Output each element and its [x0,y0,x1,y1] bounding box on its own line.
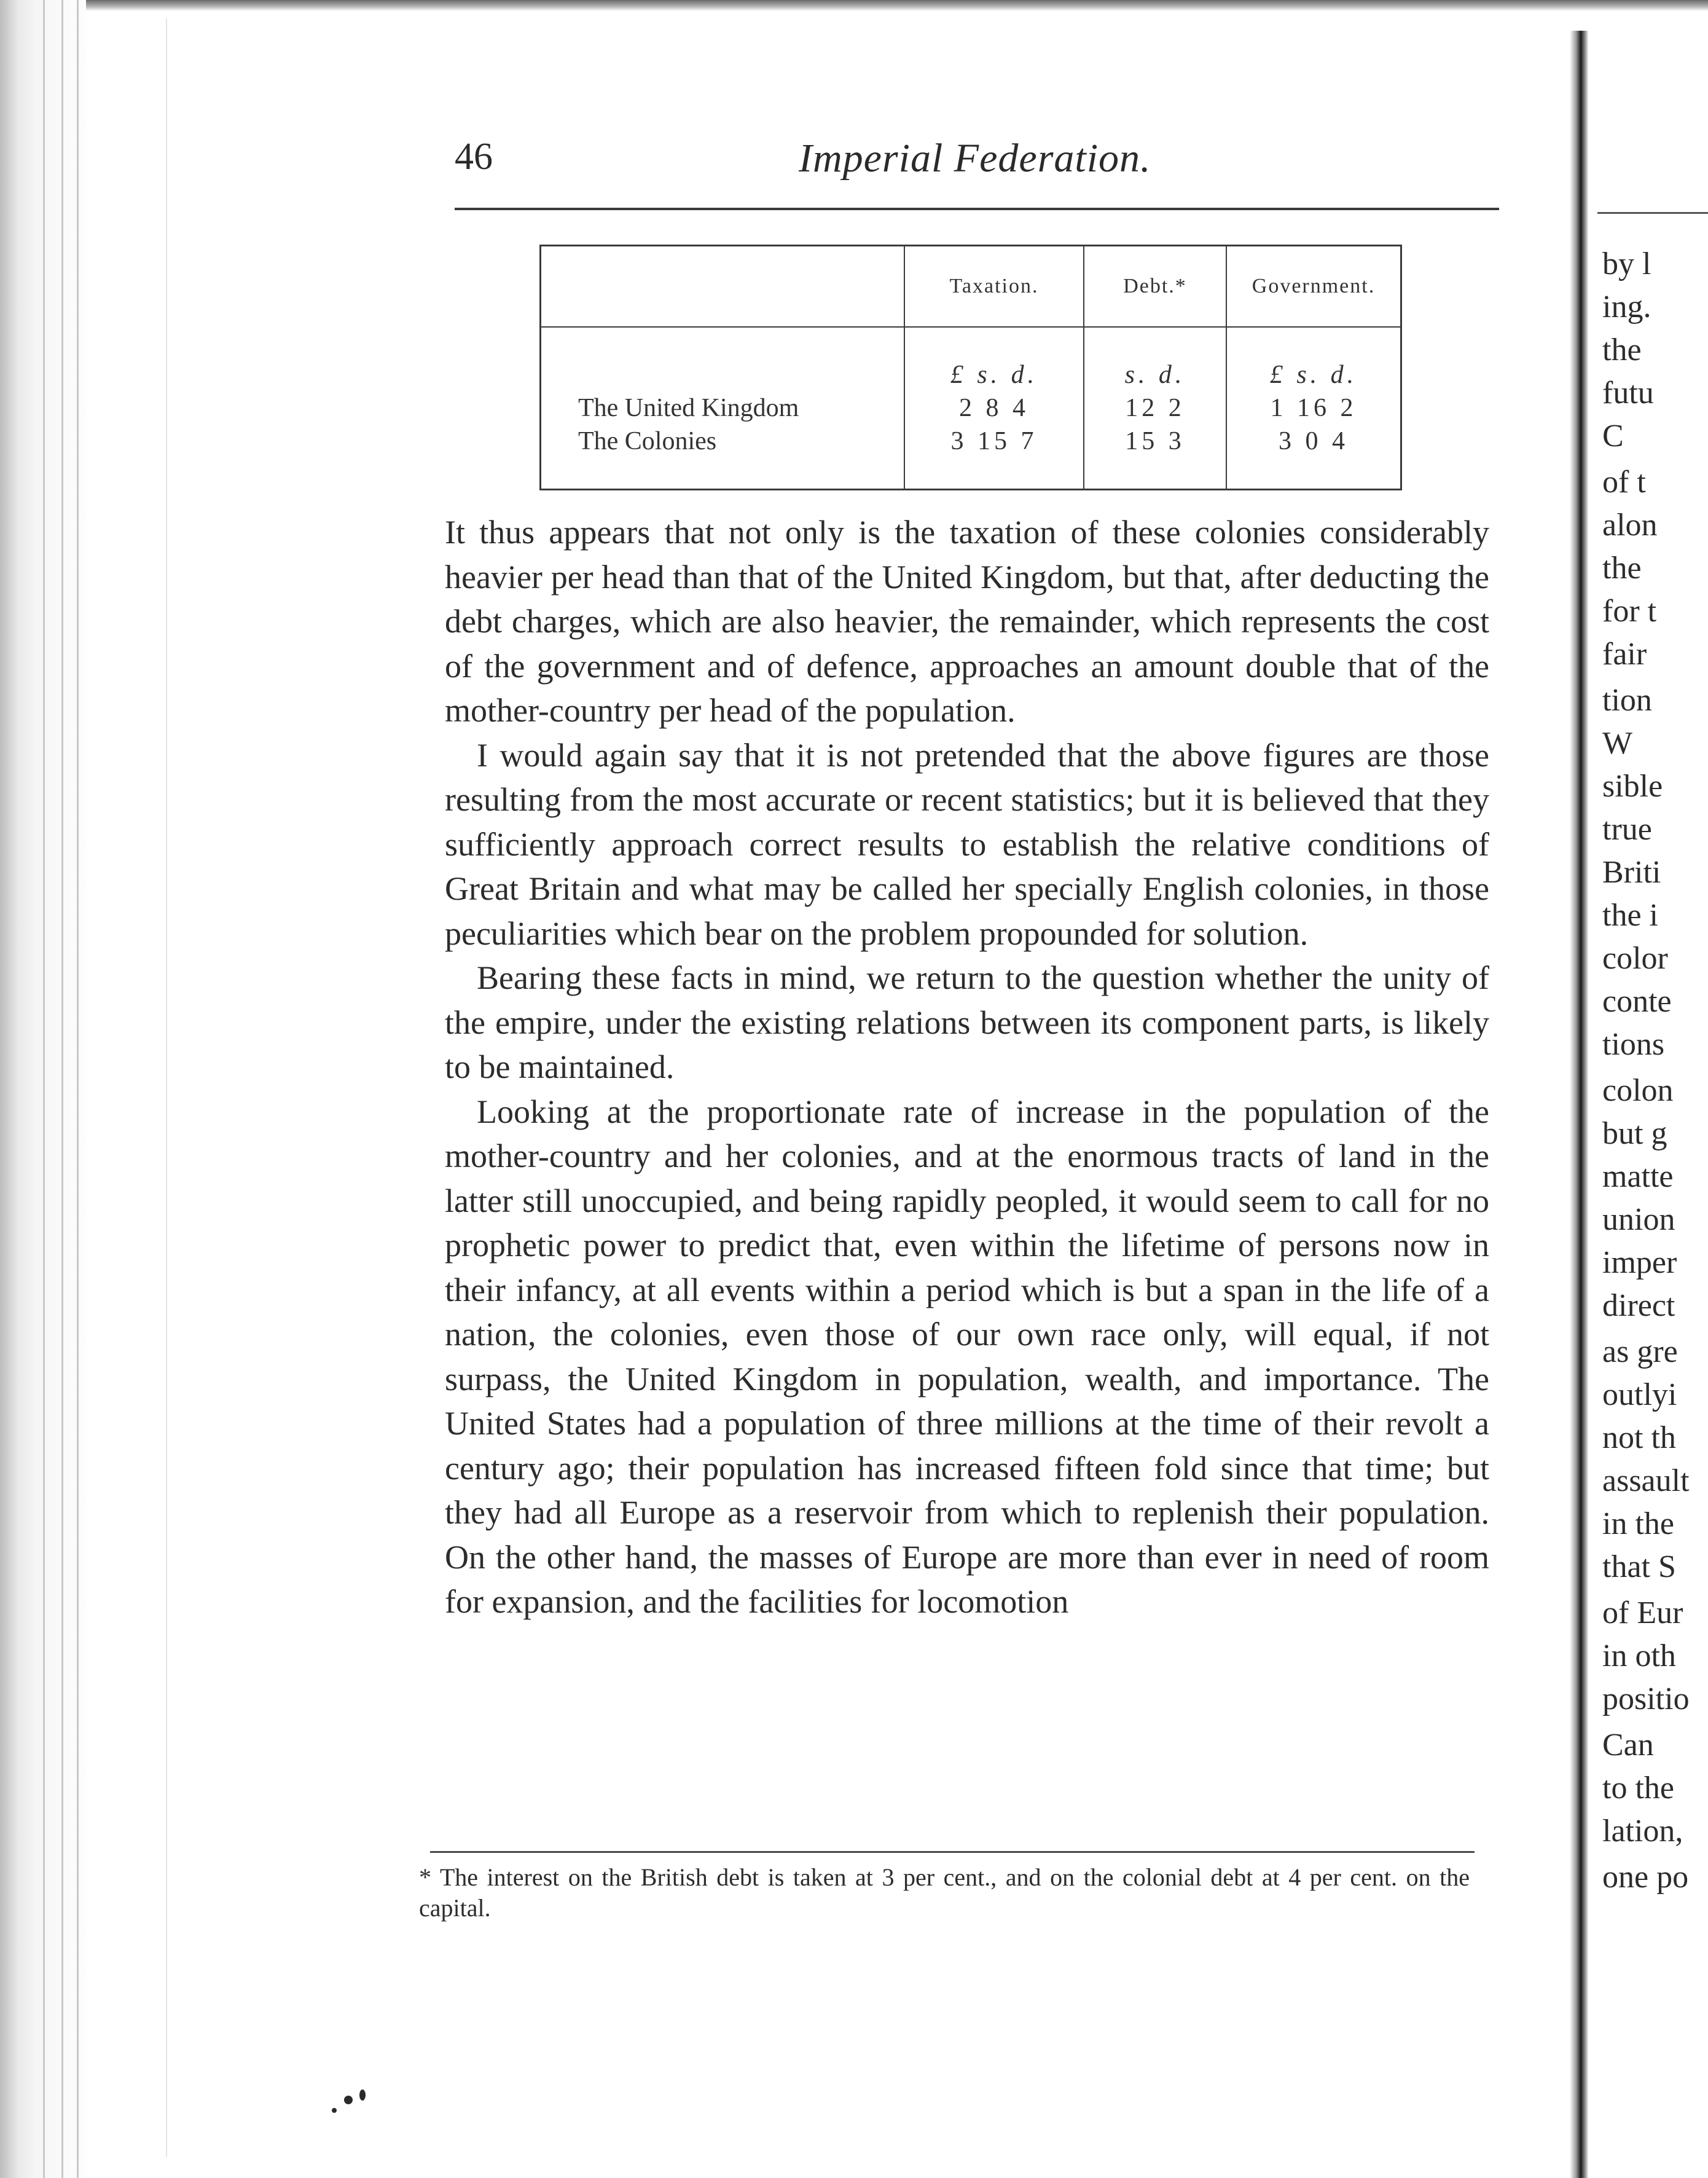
paragraph: It thus appears that not only is the taxation of these colonies considerably heavier per head than that of the United Kingdom, but that, after deducting the debt charges, which are also heavier, the remainder, which represents the cost of the government and of defence, approaches an amount double that of the mother-country per head of the population. [445,514,1489,729]
cell-uk-government: 1 16 2 [1270,394,1357,422]
table-body-row [541,327,1401,490]
facing-header-rule [1597,212,1708,214]
column-header-government: Government. [1226,246,1401,328]
facing-page-line: in oth [1602,1638,1676,1673]
facing-page-line: that S [1602,1549,1676,1584]
facing-page-line: conte [1602,984,1672,1019]
column-header-taxation: Taxation. [904,246,1084,328]
units-taxation: £ s. d. [950,361,1038,389]
scan-left-edge [0,0,86,2178]
cell-uk-taxation: 2 8 4 [959,394,1029,422]
units-debt: s. d. [1124,361,1186,389]
scan-top-edge [0,0,1708,11]
scan-speck [344,2096,353,2104]
scan-speck [332,2108,337,2113]
facing-page-line: for t [1602,594,1657,629]
facing-page-line: W [1602,726,1633,761]
page-fold [77,0,79,2178]
cell-colonies-debt: 15 3 [1125,427,1185,455]
scan-speck [359,2090,366,2101]
facing-page-line: true [1602,812,1652,847]
facing-page-line: assault [1602,1463,1690,1498]
page-fold [43,0,45,2178]
facing-page-line: Briti [1602,855,1661,890]
facing-page-line: one po [1602,1860,1689,1895]
government-cells [1226,327,1401,490]
facing-page-line: the [1602,551,1642,586]
footnote: * The interest on the British debt is taken at 3 per cent., and on the colonial debt at 4 per cent. on the capital. [419,1863,1470,1922]
facing-page-line: C [1602,419,1624,454]
facing-page-line: as gre [1602,1334,1678,1369]
facing-page-line: positio [1602,1681,1690,1716]
table-header-row [541,246,1401,328]
body-text [445,510,1489,1624]
statistics-table [539,245,1402,490]
units-government: £ s. d. [1269,361,1358,389]
header-rule [455,208,1499,210]
footnote-rule [430,1851,1475,1853]
facing-page-line: the i [1602,898,1658,933]
facing-page-line: ing. [1602,289,1651,324]
row-label-colonies: The Colonies [578,427,717,455]
debt-cells [1084,327,1226,490]
facing-page-line: tion [1602,683,1652,718]
facing-page-line: sible [1602,769,1663,804]
facing-page-line: imper [1602,1245,1677,1280]
page-number: 46 [455,136,493,178]
facing-page-fragment [1597,0,1708,2178]
cell-colonies-taxation: 3 15 7 [950,427,1038,455]
row-label-united-kingdom: The United Kingdom [578,394,799,422]
table-corner [541,246,905,328]
facing-page-line: futu [1602,375,1654,411]
facing-page-line: of t [1602,465,1646,500]
paragraph: Bearing these facts in mind, we return to the question whether the unity of the empire, under the existing relations between its component parts, is likely to be maintained. [445,959,1489,1085]
facing-page-line: of Eur [1602,1595,1683,1630]
paragraph: Looking at the proportionate rate of increase in the population of the mother-country and her colonies, and at the enormous tracts of land in the latter still unoccupied, and being rapidly peopled, it would seem to call for no prophetic power to predict that, even within the lifetime of persons now in their infancy, at all events within a period which is but a span in the life of a nation, the colonies, even those of our own race only, will equal, if not surpass, the United Kingdom in population, wealth, and importance. The United States had a population of three millions at the time of their revolt a century ago; their population has increased fifteen fold since that time; but they had all Europe as a reservoir from which to replenish their population. On the other hand, the masses of Europe are more than ever in need of room for expansion, and the facilities for locomotion [445,1093,1489,1620]
facing-page-line: not th [1602,1420,1676,1455]
facing-page-line: color [1602,941,1668,976]
facing-page-line: Can [1602,1728,1654,1763]
facing-page-line: to the [1602,1771,1674,1806]
book-gutter [1570,31,1588,2178]
facing-page-line: direct [1602,1288,1675,1323]
cell-colonies-government: 3 0 4 [1279,427,1349,455]
facing-page-line: colon [1602,1073,1674,1108]
facing-page-line: tions [1602,1027,1665,1062]
running-title: Imperial Federation. [799,136,1151,181]
paragraph: I would again say that it is not pretended that the above figures are those resulting from the most accurate or recent statistics; but it is believed that they sufficiently approach correct results to establish the relative conditions of Great Britain and what may be called her specially English colonies, in those peculiarities which bear on the problem propounded for solution. [445,736,1489,952]
facing-page-line: union [1602,1202,1675,1237]
cell-uk-debt: 12 2 [1125,394,1185,422]
facing-page-line: but g [1602,1116,1667,1151]
row-labels [541,327,905,490]
facing-page-line: in the [1602,1506,1674,1541]
facing-page-line: the [1602,332,1642,368]
page-header [455,135,1511,203]
page-fold [61,0,63,2178]
taxation-cells [904,327,1084,490]
column-header-debt: Debt.* [1084,246,1226,328]
facing-page-line: lation, [1602,1814,1683,1849]
facing-page-line: outlyi [1602,1377,1677,1412]
facing-page-line: matte [1602,1159,1674,1194]
facing-page-line: fair [1602,637,1647,672]
facing-page-line: alon [1602,508,1658,543]
facing-page-line: by l [1602,246,1651,281]
